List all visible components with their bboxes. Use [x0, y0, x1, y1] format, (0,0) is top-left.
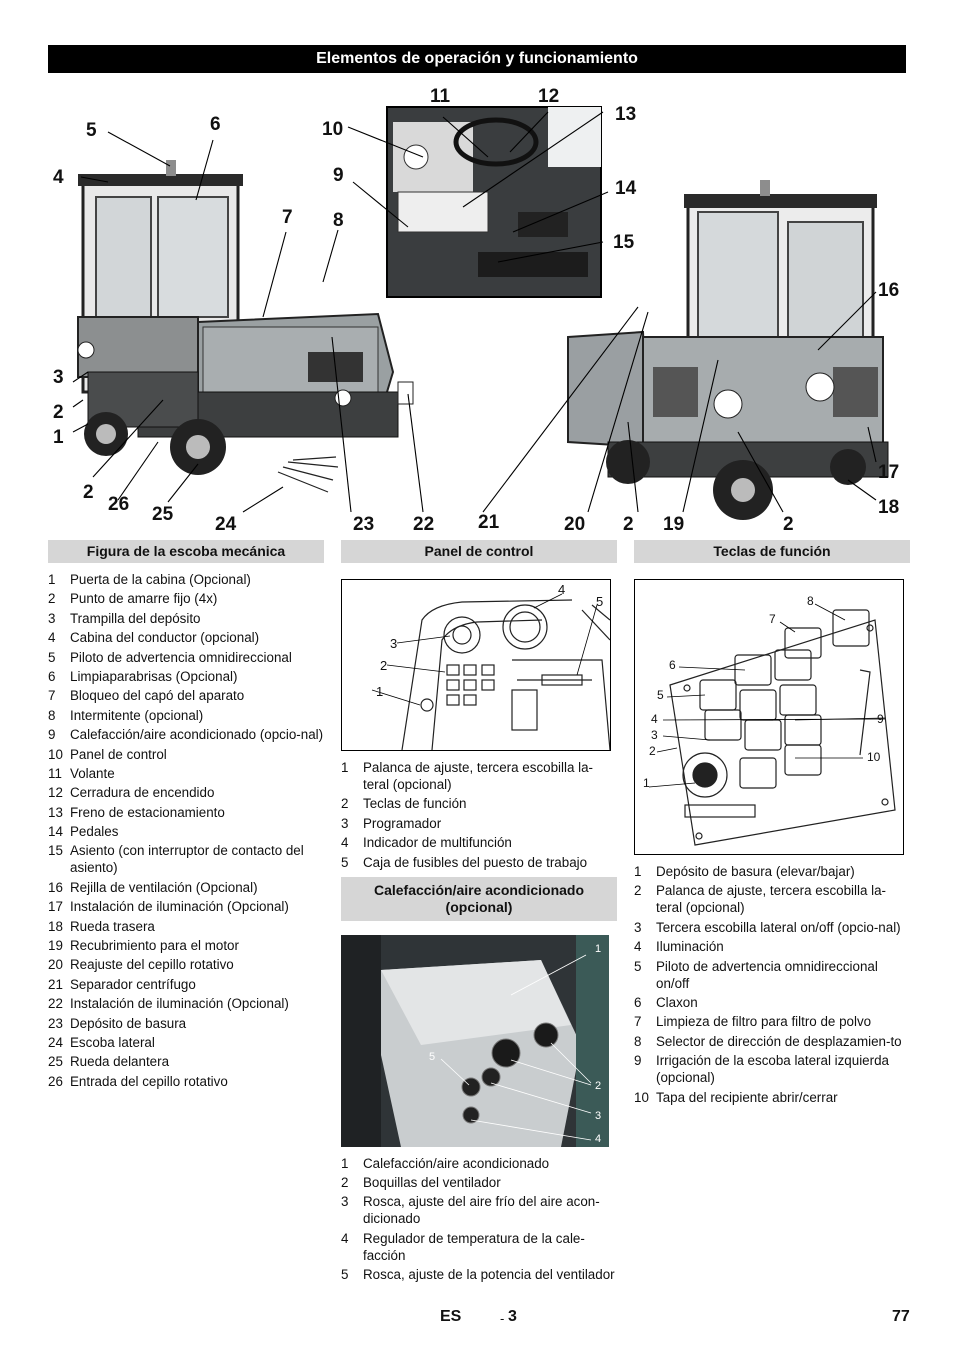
item-number: 21: [48, 976, 63, 992]
item-number: 4: [341, 1230, 349, 1246]
item-number: 4: [341, 835, 349, 851]
list-item: [48, 571, 324, 588]
item-text: Instalación de iluminación (Opcional): [70, 996, 289, 1012]
list-item: [48, 937, 324, 954]
item-number: 5: [341, 1267, 349, 1283]
column-function-keys: [634, 540, 910, 1108]
hvac-callout-3: 3: [595, 1109, 602, 1122]
callout-2b: 2: [83, 482, 94, 503]
keys-callout-10: 10: [867, 750, 881, 764]
list-item: [341, 795, 617, 812]
control-panel-list: [341, 759, 617, 871]
item-number: 1: [634, 864, 642, 879]
list-item: [48, 649, 324, 666]
function-keys-list: [634, 863, 910, 1106]
sweeper-parts-list: [48, 571, 324, 1090]
item-text: Rejilla de ventilación (Opcional): [70, 879, 258, 895]
callout-25: 25: [152, 504, 174, 525]
list-item: [48, 823, 324, 840]
callout-7: 7: [282, 207, 293, 228]
item-number: 26: [48, 1073, 63, 1089]
callout-2c: 2: [623, 514, 634, 535]
item-number: 7: [48, 688, 56, 704]
list-item: [634, 1033, 910, 1050]
item-text: Piloto de advertencia omnidireccional: [70, 649, 292, 665]
item-text: Asiento (con interruptor de contacto del asiento): [70, 843, 304, 876]
callout-26: 26: [108, 494, 130, 515]
item-text: Limpiaparabrisas (Opcional): [70, 668, 238, 684]
item-number: 17: [48, 899, 63, 915]
item-text: Recubrimiento para el motor: [70, 938, 239, 954]
list-item: [48, 995, 324, 1012]
item-text: Reajuste del cepillo rotativo: [70, 957, 234, 973]
keys-callout-4: 4: [651, 712, 658, 726]
callout-21: 21: [478, 512, 500, 533]
heading-heating-ac: Calefacción/aire acondicionado (opcional): [341, 877, 617, 921]
item-number: 9: [48, 727, 56, 743]
list-item: [48, 918, 324, 935]
item-text: Rueda trasera: [70, 918, 155, 934]
keys-callout-3: 3: [651, 728, 658, 742]
list-item: [634, 994, 910, 1011]
callout-18: 18: [878, 497, 900, 518]
list-item: [341, 1230, 617, 1264]
column-sweeper-parts: [48, 540, 324, 1092]
keys-callout-1: 1: [643, 776, 650, 790]
item-text: Calefacción/aire acondicionado (opcio-nal): [70, 727, 324, 743]
item-text: Rueda delantera: [70, 1054, 170, 1070]
item-text: Piloto de advertencia omnidireccional on/off: [656, 958, 878, 991]
list-item: [48, 976, 324, 993]
item-text: Tapa del recipiente abrir/cerrar: [656, 1089, 838, 1105]
list-item: [48, 1073, 324, 1090]
item-text: Teclas de función: [363, 796, 467, 812]
item-number: 12: [48, 785, 63, 801]
item-number: 3: [634, 919, 642, 935]
panel-callout-1: 1: [376, 684, 384, 699]
hvac-callout-4: 4: [595, 1132, 602, 1145]
item-text: Regulador de temperatura de la cale-facción: [363, 1230, 585, 1263]
item-text: Depósito de basura (elevar/bajar): [656, 864, 855, 879]
callout-23: 23: [353, 514, 375, 535]
sweeper-front-view: [78, 160, 413, 492]
callout-9: 9: [333, 165, 344, 186]
item-text: Trampilla del depósito: [70, 610, 201, 626]
item-number: 2: [634, 883, 642, 899]
hvac-callout-5: 5: [429, 1050, 436, 1063]
item-text: Rosca, ajuste de la potencia del ventilador: [363, 1267, 615, 1283]
callout-22: 22: [413, 514, 435, 535]
item-number: 6: [48, 668, 56, 684]
item-number: 18: [48, 918, 63, 934]
item-text: Bloqueo del capó del aparato: [70, 688, 245, 704]
item-number: 4: [48, 630, 56, 646]
item-number: 4: [634, 939, 642, 955]
item-text: Intermitente (opcional): [70, 707, 204, 723]
sweeper-rear-view: [568, 180, 888, 520]
item-number: 3: [48, 610, 56, 626]
item-text: Programador: [363, 815, 442, 831]
callout-3: 3: [53, 367, 64, 388]
item-text: Selector de dirección de desplazamien-to: [656, 1033, 902, 1049]
list-item: [634, 938, 910, 955]
callout-8: 8: [333, 210, 344, 231]
list-item: [48, 956, 324, 973]
item-text: Calefacción/aire acondicionado: [363, 1155, 550, 1171]
list-item: [634, 882, 910, 916]
callout-14: 14: [615, 178, 637, 199]
item-text: Puerta de la cabina (Opcional): [70, 572, 251, 587]
item-text: Boquillas del ventilador: [363, 1174, 501, 1190]
list-item: [48, 879, 324, 896]
item-number: 25: [48, 1054, 63, 1070]
item-number: 1: [341, 760, 349, 775]
item-number: 5: [634, 958, 642, 974]
list-item: [48, 707, 324, 724]
column-control-panel: [341, 540, 617, 1286]
list-item: [341, 815, 617, 832]
hvac-callout-1: 1: [595, 942, 602, 955]
item-text: Instalación de iluminación (Opcional): [70, 899, 289, 915]
item-number: 5: [341, 854, 349, 870]
list-item: [48, 726, 324, 743]
item-text: Escoba lateral: [70, 1034, 155, 1050]
item-text: Entrada del cepillo rotativo: [70, 1073, 228, 1089]
item-text: Punto de amarre fijo (4x): [70, 591, 218, 607]
list-item: [48, 590, 324, 607]
item-text: Depósito de basura: [70, 1015, 187, 1031]
item-text: Rosca, ajuste del aire frío del aire acon-dicionado: [363, 1194, 600, 1227]
list-item: [341, 1155, 617, 1172]
item-number: 6: [634, 994, 642, 1010]
list-item: [634, 919, 910, 936]
item-number: 3: [341, 1194, 349, 1210]
item-text: Palanca de ajuste, tercera escobilla la-teral (opcional): [363, 760, 594, 792]
panel-callout-5: 5: [596, 594, 604, 609]
callout-4: 4: [53, 167, 64, 188]
item-number: 10: [48, 746, 63, 762]
list-item: [341, 759, 617, 793]
keys-callout-5: 5: [657, 688, 664, 702]
item-number: 14: [48, 824, 63, 840]
item-number: 11: [48, 765, 62, 781]
list-item: [341, 1193, 617, 1227]
item-number: 5: [48, 649, 56, 665]
footer-separator: -: [500, 1311, 505, 1326]
list-item: [48, 1053, 324, 1070]
list-item: [48, 746, 324, 763]
list-item: [341, 1266, 617, 1283]
item-number: 20: [48, 957, 63, 973]
item-number: 8: [48, 707, 56, 723]
list-item: [48, 610, 324, 627]
list-item: [341, 854, 617, 871]
list-item: [48, 1034, 324, 1051]
list-item: [48, 898, 324, 915]
callout-20: 20: [564, 514, 586, 535]
item-text: Claxon: [656, 994, 698, 1010]
item-text: Caja de fusibles del puesto de trabajo: [363, 854, 588, 870]
callout-2a: 2: [53, 402, 64, 423]
item-number: 15: [48, 843, 63, 859]
list-item: [634, 863, 910, 880]
item-number: 2: [341, 796, 349, 812]
keys-callout-8: 8: [807, 594, 814, 608]
callout-1: 1: [53, 427, 64, 448]
list-item: [634, 958, 910, 992]
keys-callout-7: 7: [769, 612, 776, 626]
item-number: 24: [48, 1034, 63, 1050]
heating-ac-list: [341, 1155, 617, 1284]
callout-5: 5: [86, 120, 97, 141]
list-item: [48, 668, 324, 685]
item-number: 8: [634, 1033, 642, 1049]
item-text: Volante: [70, 765, 115, 781]
callout-2d: 2: [783, 514, 794, 535]
sweeper-overview-figure: [48, 82, 908, 537]
item-number: 2: [48, 591, 56, 607]
list-item: [341, 834, 617, 851]
list-item: [634, 1013, 910, 1030]
callout-13: 13: [615, 104, 637, 125]
item-text: Freno de estacionamiento: [70, 804, 225, 820]
item-number: 23: [48, 1015, 63, 1031]
callout-17: 17: [878, 462, 900, 483]
list-item: [48, 687, 324, 704]
item-text: Irrigación de la escoba lateral izquierda (opcional): [656, 1053, 889, 1086]
callout-10: 10: [322, 119, 344, 140]
keys-callout-2: 2: [649, 744, 656, 758]
list-item: [341, 1174, 617, 1191]
list-item: [48, 784, 324, 801]
sweeper-illustration: [48, 82, 908, 537]
item-text: Indicador de multifunción: [363, 835, 512, 851]
panel-callout-2: 2: [380, 658, 388, 673]
footer-language: ES: [440, 1308, 462, 1325]
item-number: 16: [48, 879, 63, 895]
list-item: [48, 629, 324, 646]
item-number: 10: [634, 1089, 649, 1105]
item-number: 3: [341, 815, 349, 831]
item-number: 19: [48, 938, 63, 954]
list-item: [48, 765, 324, 782]
keys-callout-6: 6: [669, 658, 676, 672]
list-item: [634, 1089, 910, 1106]
heating-ac-photo: [341, 935, 609, 1147]
beacon-light: [166, 160, 176, 176]
item-number: 22: [48, 996, 63, 1012]
control-panel-figure: [341, 579, 611, 751]
item-text: Cabina del conductor (opcional): [70, 630, 260, 646]
item-text: Pedales: [70, 824, 119, 840]
item-text: Panel de control: [70, 746, 167, 762]
list-item: [634, 1052, 910, 1086]
callout-16: 16: [878, 280, 900, 301]
callout-19: 19: [663, 514, 685, 535]
list-item: [48, 804, 324, 821]
item-text: Separador centrífugo: [70, 976, 196, 992]
hvac-callout-2: 2: [595, 1079, 602, 1092]
list-item: [48, 842, 324, 876]
item-number: 2: [341, 1174, 349, 1190]
item-text: Iluminación: [656, 939, 724, 955]
item-text: Limpieza de filtro para filtro de polvo: [656, 1014, 872, 1030]
section-title: Elementos de operación y funcionamiento: [48, 45, 906, 73]
item-number: 1: [341, 1155, 349, 1171]
item-text: Tercera escobilla lateral on/off (opcio-nal): [656, 919, 901, 935]
heading-control-panel: Panel de control: [341, 540, 617, 563]
item-number: 13: [48, 804, 63, 820]
list-item: [48, 1015, 324, 1032]
heating-ac-drawing: [341, 935, 609, 1147]
heading-function-keys: Teclas de función: [634, 540, 910, 563]
callout-6: 6: [210, 114, 221, 135]
item-number: 1: [48, 572, 56, 587]
panel-callout-3: 3: [390, 636, 398, 651]
item-text: Cerradura de encendido: [70, 785, 215, 801]
item-text: Palanca de ajuste, tercera escobilla la-teral (opcional): [656, 883, 887, 916]
callout-11: 11: [430, 86, 451, 107]
item-number: 7: [634, 1014, 642, 1030]
callout-12: 12: [538, 86, 560, 107]
panel-callout-4: 4: [558, 582, 566, 597]
item-number: 9: [634, 1053, 642, 1069]
keys-callout-9: 9: [877, 712, 884, 726]
footer-section-page: 3: [508, 1308, 517, 1325]
function-keys-figure: [634, 579, 904, 855]
callout-15: 15: [613, 232, 635, 253]
heading-sweeper-figure: Figura de la escoba mecánica: [48, 540, 324, 563]
callout-24: 24: [215, 514, 237, 535]
footer-page-number: 77: [892, 1308, 910, 1325]
